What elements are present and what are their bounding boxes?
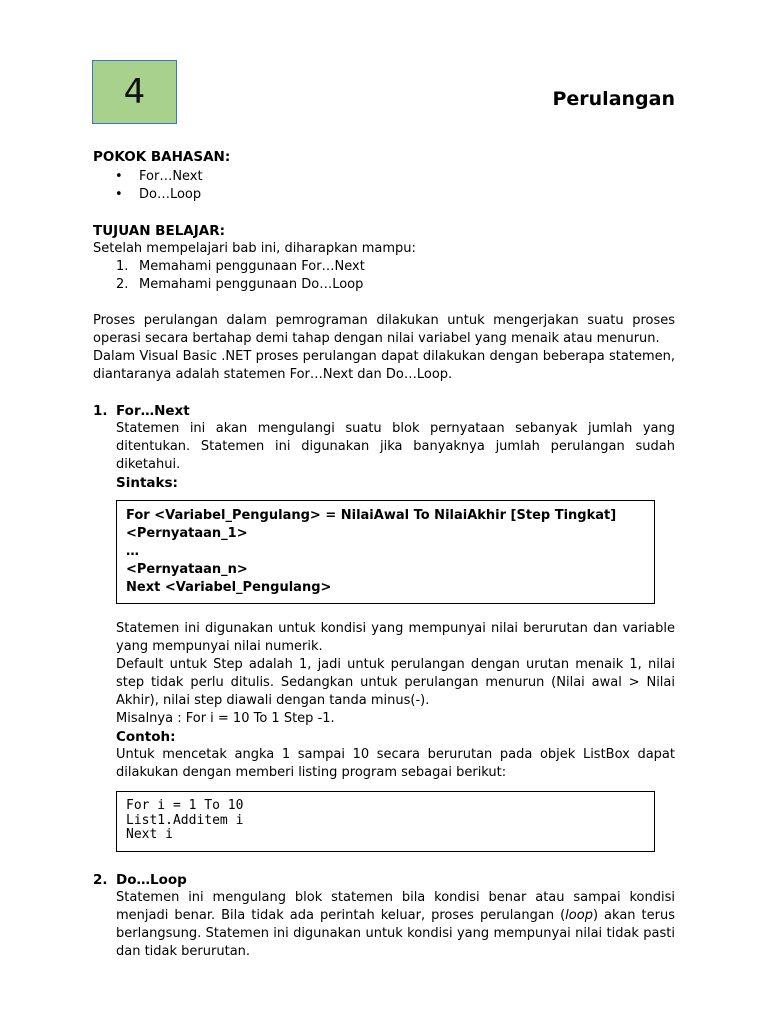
pokok-bahasan-heading: POKOK BAHASAN: [93, 149, 231, 165]
explanation-paragraph: Misalnya : For i = 10 To 1 Step -1. [116, 711, 335, 726]
chapter-title: Perulangan [552, 88, 675, 110]
syntax-line: <Pernyataan_1> [126, 526, 248, 541]
pokok-bahasan-list [93, 168, 675, 204]
syntax-line: … [126, 544, 139, 559]
section-do-loop-title: 2. Do…Loop [93, 872, 187, 888]
list-item: 2. Memahami penggunaan Do…Loop [116, 277, 364, 292]
code-box [116, 791, 655, 852]
explanation-paragraph: Default untuk Step adalah 1, jadi untuk perulangan dengan urutan menaik 1, nilai step tidak perlu ditulis. Sedangkan untuk perulangan menurun (Nilai awal > Nilai Akhir), nilai step diawali dengan tanda minus(-). [116, 657, 675, 708]
syntax-line: For <Variabel_Pengulang> = NilaiAwal To NilaiAkhir [Step Tingkat] [126, 508, 617, 523]
bullet-icon: • [115, 169, 123, 184]
intro-paragraph: Dalam Visual Basic .NET proses perulangan dapat dilakukan dengan beberapa statemen, diantaranya adalah statemen For…Next dan Do…Loop. [93, 349, 675, 382]
code-line: Next i [126, 827, 173, 842]
list-item: • Do…Loop [115, 187, 202, 202]
code-line: For i = 1 To 10 [126, 798, 244, 813]
code-line: List1.Additem i [126, 812, 244, 828]
explanation-paragraph: Statemen ini digunakan untuk kondisi yang mempunyai nilai berurutan dan variable yang mempunyai nilai numerik. [116, 621, 675, 654]
intro-paragraph: Proses perulangan dalam pemrograman dilakukan untuk mengerjakan suatu proses operasi secara bertahap demi tahap dengan nilai variabel yang menaik atau menurun. [93, 313, 675, 346]
section-for-next-desc: Statemen ini akan mengulangi suatu blok pernyataan sebanyak jumlah yang ditentukan. Statemen ini digunakan jika banyaknya jumlah perulangan sudah diketahui. [116, 421, 675, 472]
tujuan-belajar-intro: Setelah mempelajari bab ini, diharapkan mampu: [93, 241, 416, 256]
tujuan-belajar-list [93, 258, 675, 294]
tujuan-belajar-heading: TUJUAN BELAJAR: [93, 223, 226, 239]
list-item: 1. Memahami penggunaan For…Next [116, 259, 365, 274]
document-content [93, 148, 675, 961]
syntax-line: <Pernyataan_n> [126, 562, 248, 577]
chapter-number: 4 [123, 72, 146, 112]
syntax-line: Next <Variabel_Pengulang> [126, 580, 332, 595]
chapter-number-box [92, 60, 177, 124]
example-desc: Untuk mencetak angka 1 sampai 10 secara berurutan pada objek ListBox dapat dilakukan dengan memberi listing program sebagai berikut: [116, 747, 675, 780]
syntax-label: Sintaks: [116, 475, 178, 491]
section-do-loop-desc: Statemen ini mengulang blok statemen bila kondisi benar atau sampai kondisi menjadi benar. Bila tidak ada perintah keluar, proses perulangan (loop) akan terus berlangsung. Statemen ini digunakan untuk kondisi yang mempunyai nilai tidak pasti dan tidak berurutan. [116, 890, 676, 959]
list-item: • For…Next [115, 169, 203, 184]
example-label: Contoh: [116, 729, 176, 745]
syntax-box [116, 500, 655, 604]
bullet-icon: • [115, 187, 123, 202]
section-for-next-title: 1. For…Next [93, 403, 190, 419]
